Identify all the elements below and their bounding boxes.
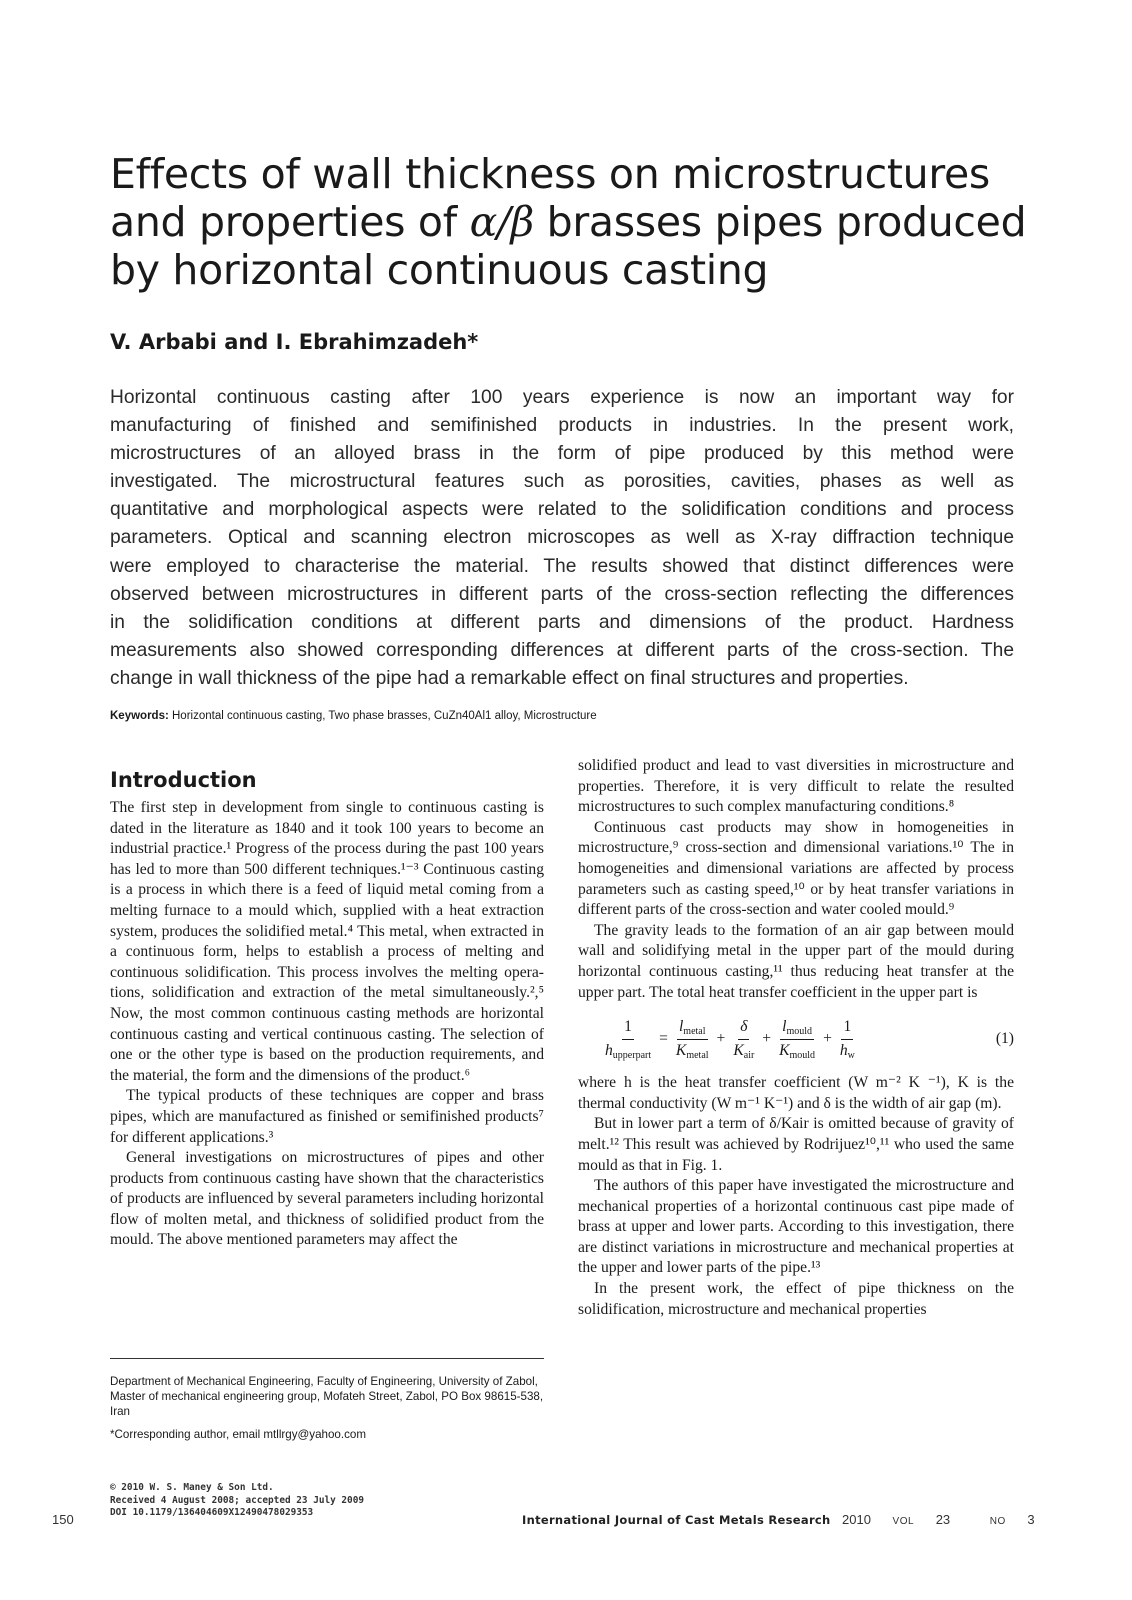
page-number: 150 — [52, 1512, 74, 1527]
volume-number: 23 — [935, 1512, 951, 1527]
numerator: 1 — [622, 1017, 634, 1040]
volume-label: VOL — [892, 1516, 915, 1527]
journal-issue — [990, 1512, 1053, 1527]
abstract-line: quantitative and morphological aspects were related to the solidification conditions and process — [110, 499, 1014, 521]
abstract-line: microstructures of an alloyed brass in the form of pipe produced by this method were — [110, 443, 1014, 465]
corresponding-author-footnote: *Corresponding author, email mtllrgy@yahoo.com — [110, 1428, 367, 1441]
abstract-line: investigated. The microstructural features such as porosities, cavities, phases as well as — [110, 471, 1014, 493]
fraction — [674, 1017, 711, 1061]
abstract-line: Horizontal continuous casting after 100 years experience is now an important way for — [110, 387, 1014, 408]
subscript: air — [743, 1049, 755, 1061]
left-column — [110, 798, 544, 1251]
subscript: mould — [786, 1026, 813, 1038]
symbol-h: h — [605, 1041, 613, 1059]
fraction — [731, 1017, 756, 1061]
fraction — [603, 1017, 653, 1061]
affiliation-footnote: Department of Mechanical Engineering, Faculty of Engineering, University of Zabol, Master of mechanical engineering group, Mofateh Street, Zabol, PO Box 98615-538, Iran — [110, 1375, 544, 1419]
numerator: 1 — [841, 1017, 853, 1040]
equation-number: (1) — [995, 1029, 1014, 1047]
abstract-line: measurements also showed corresponding differences at different parts of the cross-section. The — [110, 639, 1014, 661]
subscript: upperpart — [612, 1049, 652, 1061]
keywords — [110, 710, 597, 722]
subscript: w — [847, 1049, 855, 1061]
paragraph: But in lower part a term of δ/Kair is omitted because of gravity of melt.¹² This result was achieved by Rodrijuez¹⁰,¹¹ who used the same mould as that in Fig. 1. — [578, 1115, 1014, 1174]
symbol-k: K — [675, 1041, 687, 1059]
title-greek-phases: α/β — [469, 198, 534, 246]
title-line-2-start: and properties of — [110, 198, 470, 246]
plus-sign: + — [823, 1029, 832, 1047]
publication-info — [110, 1482, 364, 1520]
symbol-k: K — [733, 1041, 744, 1059]
subscript: metal — [683, 1026, 706, 1038]
paragraph: In the present work, the effect of pipe thickness on the solidification, microstructure and mechanical properties — [578, 1280, 1014, 1318]
journal-year: 2010 — [842, 1512, 871, 1527]
paragraph: solidified product and lead to vast diversities in microstructure and properties. Therefore, it is very difficult to relate the resulted microstructures to such complex manufacturing conditions.⁸ — [578, 757, 1014, 816]
paper-title — [110, 150, 1030, 294]
abstract-line: change in wall thickness of the pipe had a remarkable effect on final structures and properties. — [110, 667, 909, 689]
denominator — [674, 1040, 711, 1062]
title-line-3: by horizontal continuous casting — [110, 246, 769, 294]
title-line-2-end: brasses pipes produced — [533, 198, 1027, 246]
subscript: metal — [686, 1049, 709, 1061]
issue-number: 3 — [1027, 1512, 1035, 1527]
numerator — [780, 1017, 814, 1040]
issue-label: NO — [989, 1516, 1006, 1527]
keywords-text: Horizontal continuous casting, Two phase brasses, CuZn40Al1 alloy, Microstructure — [172, 710, 597, 722]
abstract-line: manufacturing of finished and semifinished products in industries. In the present work, — [110, 415, 1014, 437]
plus-sign: + — [762, 1029, 772, 1047]
subscript: mould — [789, 1049, 816, 1061]
symbol-delta: δ — [740, 1018, 748, 1036]
paragraph: General investigations on microstructures of pipes and other products from continuous casting have shown that the characteristics of products are influenced by several parameters including horizontal flow of molten metal, and thickness of solidified product from the mould. The above mentioned parameters may affect the — [110, 1149, 544, 1249]
paragraph: where h is the heat transfer coefficient (W m⁻² K ⁻¹), K is the thermal conductivity (W m⁻¹ K⁻¹) and δ is the width of air gap (m). — [578, 1074, 1014, 1112]
journal-issue-info — [842, 1512, 1071, 1527]
received-dates: Received 4 August 2008; accepted 23 July 2009 — [110, 1494, 364, 1506]
denominator — [603, 1040, 653, 1062]
keywords-label: Keywords: — [110, 710, 169, 722]
paragraph: Continuous cast products may show in homogeneities in microstructure,⁹ cross-section and dimensional variations.¹⁰ The in homogeneities and dimensional variations are affected by process parameters such as casting speed,¹⁰ or by heat transfer variations in different parts of the cross-section and water cooled mould.⁹ — [578, 818, 1014, 919]
journal-volume — [893, 1512, 969, 1527]
abstract-line: observed between microstructures in different parts of the cross-section reflecting the differences — [110, 583, 1014, 605]
abstract — [110, 384, 1014, 693]
numerator — [677, 1017, 708, 1040]
fraction — [777, 1017, 817, 1061]
denominator — [838, 1040, 857, 1062]
equation-body — [600, 1017, 860, 1061]
plus-sign: + — [716, 1029, 726, 1047]
doi: DOI 10.1179/136404609X12490478029353 — [110, 1507, 314, 1518]
denominator — [731, 1040, 756, 1062]
denominator — [777, 1040, 817, 1062]
equals-sign: = — [659, 1029, 668, 1047]
journal-name: International Journal of Cast Metals Research — [522, 1513, 831, 1527]
paragraph: The first step in development from single to continuous casting is dated in the literature as 1840 and it took 100 years to become an industrial practice.¹ Progress of the process during the past 100 years has led to more than 500 different techniques.¹⁻³ Continuous casting is a process in which there is a feed of liquid metal coming from a melting furnace to a mould which, supplied with a heat extraction system, produces the solidified metal.⁴ This metal, when extracted in a continuous form, helps to establish a process of melting and continuous solidification. This process involves the melting operations, solidification and extraction of the metal simultaneously.²,⁵ Now, the most common continuous casting methods are horizontal continuous casting and vertical continuous casting. The selection of one or the other type is based on the production requirements, and the material, the form and the dimensions of the product.⁶ — [110, 799, 544, 1084]
fraction — [838, 1017, 857, 1061]
numerator — [738, 1017, 749, 1040]
section-heading-introduction: Introduction — [110, 768, 257, 792]
symbol-l: l — [678, 1018, 684, 1036]
abstract-line: parameters. Optical and scanning electron microscopes as well as X-ray diffraction technique — [110, 527, 1014, 549]
paragraph: The gravity leads to the formation of an air gap between mould wall and solidifying metal in the upper part of the mould during horizontal continuous casting,¹¹ thus reducing heat transfer at the upper part. The total heat transfer coefficient in the upper part is — [578, 921, 1014, 1001]
abstract-line: were employed to characterise the material. The results showed that distinct differences were — [110, 555, 1014, 577]
copyright: © 2010 W. S. Maney & Son Ltd. — [110, 1482, 274, 1493]
symbol-k: K — [779, 1041, 790, 1059]
symbol-h: h — [839, 1041, 848, 1059]
right-column — [578, 756, 1014, 1320]
paragraph: The typical products of these techniques are copper and brass pipes, which are manufactured as finished or semifinished products⁷ for different applications.³ — [110, 1087, 544, 1146]
authors: V. Arbabi and I. Ebrahimzadeh* — [110, 330, 479, 354]
abstract-line: in the solidification conditions at different parts and dimensions of the product. Hardness — [110, 611, 1014, 633]
paragraph: The authors of this paper have investigated the microstructure and mechanical properties of a horizontal continuous cast pipe made of brass at upper and lower parts. According to this investigation, there are distinct variations in microstructure and mechanical properties at the upper and lower parts of the pipe.¹³ — [578, 1177, 1014, 1277]
symbol-l: l — [782, 1018, 787, 1036]
footnote-divider — [110, 1358, 544, 1359]
equation-1 — [578, 1011, 1014, 1067]
title-line-2 — [110, 198, 1030, 246]
title-line-1: Effects of wall thickness on microstructures — [110, 150, 990, 198]
